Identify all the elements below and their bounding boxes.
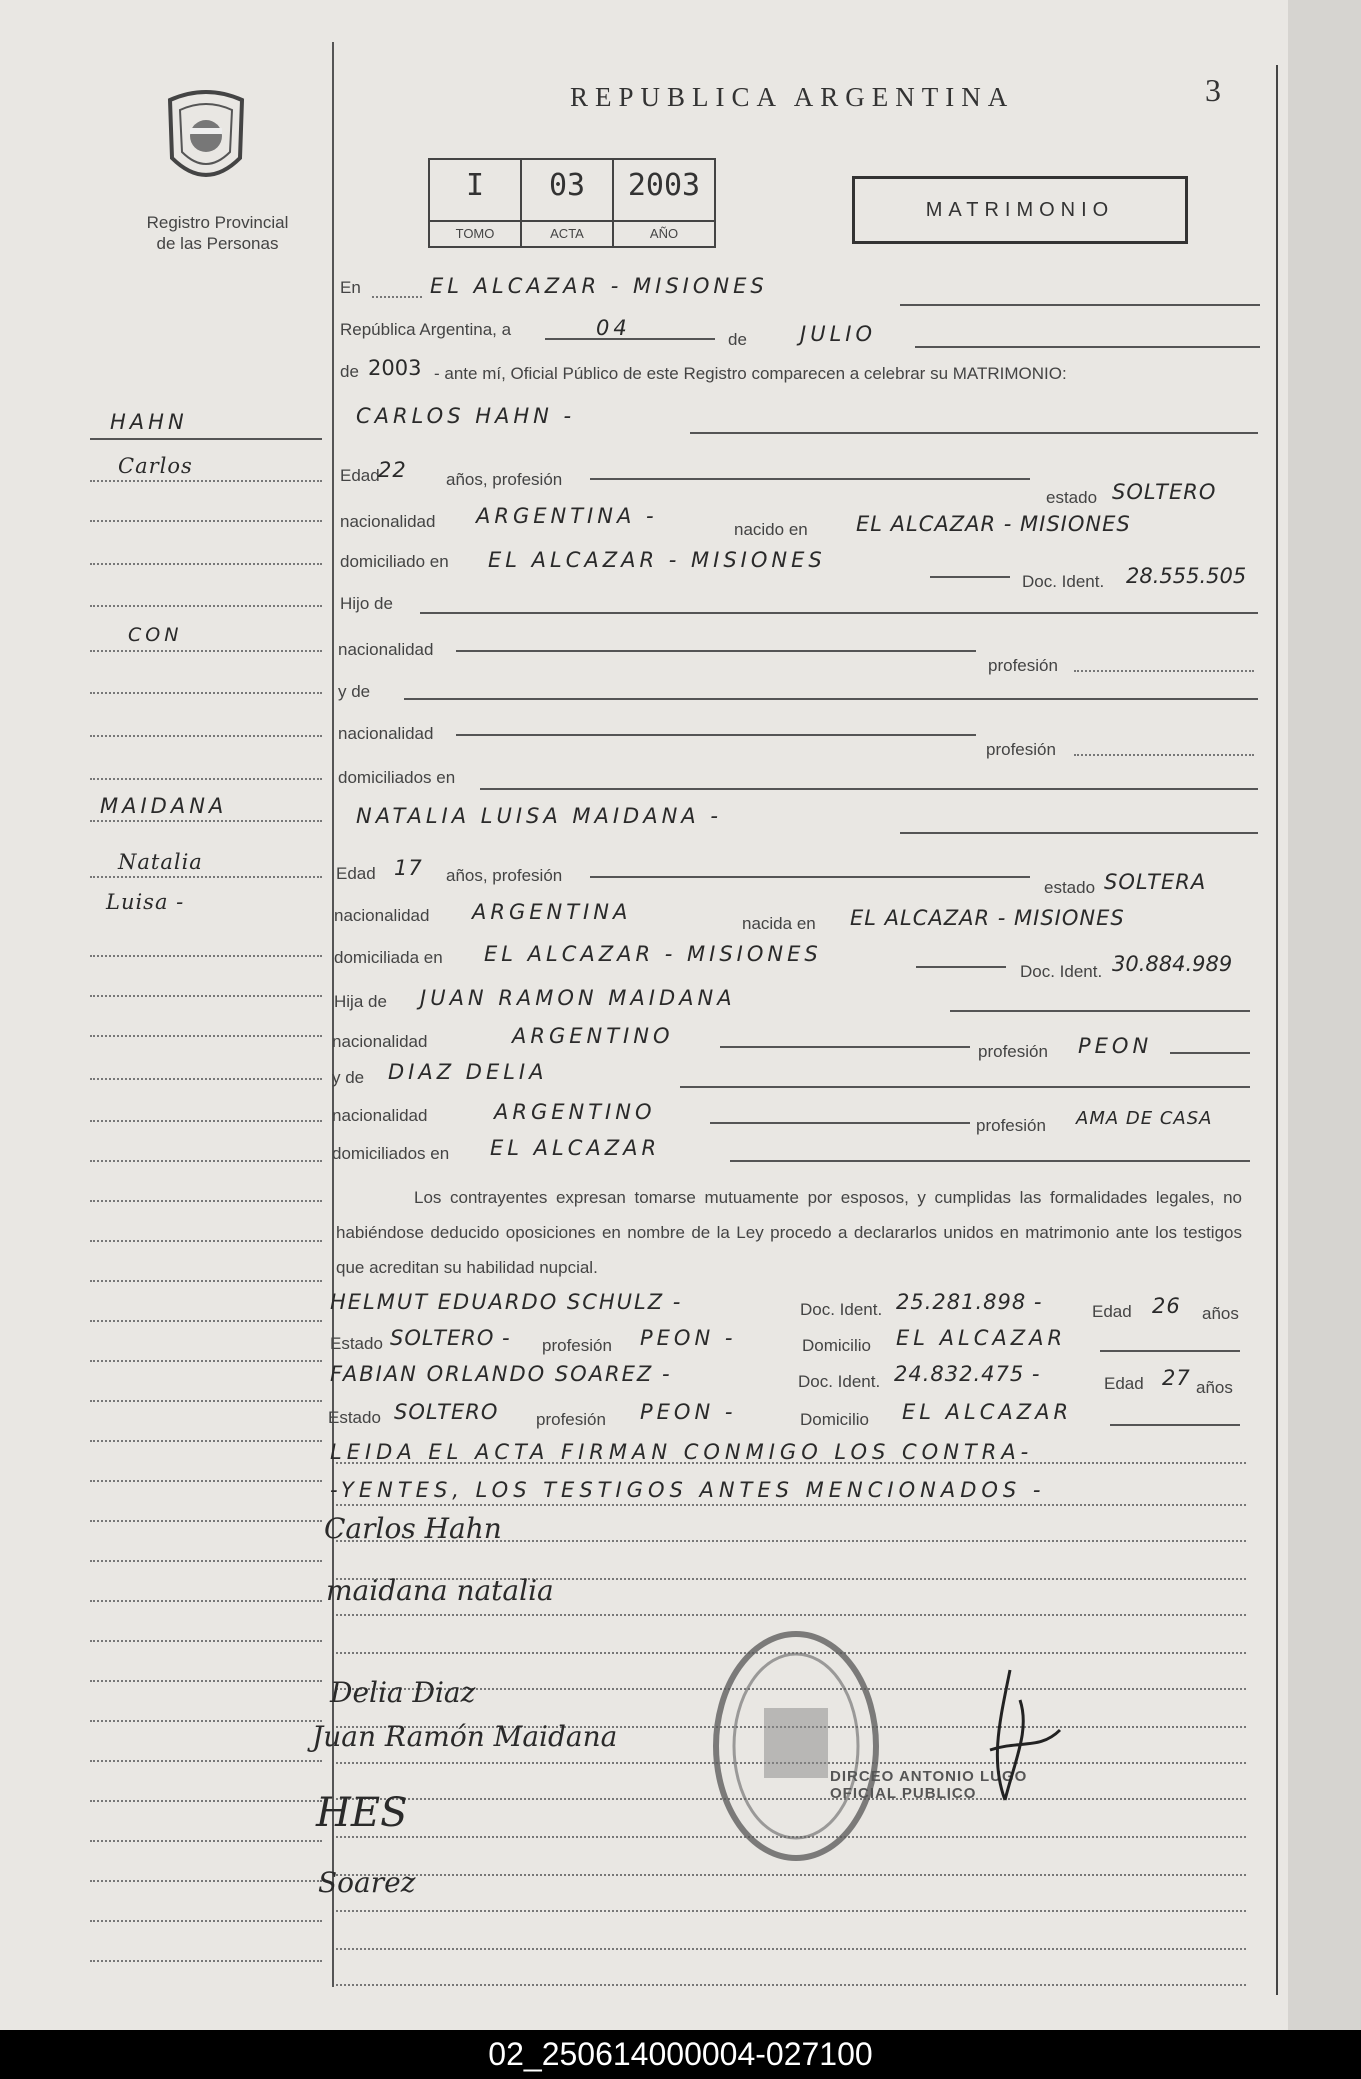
marriage-day: 04 (596, 316, 631, 340)
rule (90, 1400, 322, 1402)
bride-father-nac-label: nacionalidad (332, 1032, 428, 1051)
rule (336, 1948, 1246, 1950)
witness1-anios-label: años (1202, 1304, 1239, 1323)
hijo-de-label: Hijo de (340, 594, 393, 613)
rule (1074, 754, 1254, 756)
rule (90, 1920, 322, 1922)
bride-parents-dom: EL ALCAZAR (490, 1136, 661, 1160)
rule (90, 438, 322, 440)
rule (90, 1200, 322, 1202)
rule (336, 1462, 1246, 1464)
groom-estado: SOLTERO (1112, 480, 1217, 504)
rule (90, 955, 322, 957)
witness1-edad-label: Edad (1092, 1302, 1132, 1321)
provincial-seal-icon (160, 88, 252, 190)
groom-nacionalidad: ARGENTINA - (476, 504, 658, 528)
rule (900, 832, 1258, 834)
rule (90, 1280, 322, 1282)
bride-father: JUAN RAMON MAIDANA (420, 986, 736, 1010)
bride-profesion-label: años, profesión (446, 866, 563, 885)
groom-edad: 22 (378, 458, 407, 482)
groom-nacionalidad-label: nacionalidad (340, 512, 436, 531)
rule (90, 1520, 322, 1522)
witness2-domicilio-label: Domicilio (800, 1410, 869, 1429)
rule (456, 650, 976, 652)
rule (90, 605, 322, 607)
rule (90, 563, 322, 565)
witness2-name: FABIAN ORLANDO SOAREZ - (330, 1362, 672, 1386)
bride-father-prof-label: profesión (978, 1042, 1048, 1061)
rule (90, 1720, 322, 1722)
rule (90, 1680, 322, 1682)
rule (420, 612, 1258, 614)
rule (336, 1910, 1246, 1912)
con-margin: CON (128, 624, 183, 646)
rule (90, 1800, 322, 1802)
rule (930, 576, 1010, 578)
mother-signature: Delia Diaz (330, 1676, 476, 1709)
rule (90, 692, 322, 694)
rule (336, 1504, 1246, 1506)
rule (90, 1160, 322, 1162)
rule (336, 1874, 1246, 1876)
rule (404, 698, 1258, 700)
groom-nacido-en: EL ALCAZAR - MISIONES (856, 512, 1131, 536)
y-de-label-1: y de (338, 682, 371, 701)
rule (90, 1640, 322, 1642)
marriage-place: EL ALCAZAR - MISIONES (430, 274, 768, 298)
rule (690, 432, 1258, 434)
right-border (1276, 65, 1278, 1995)
rule (90, 1960, 322, 1962)
rule (720, 1046, 970, 1048)
scan-id-footer: 02_250614000004-027100 (0, 2030, 1361, 2079)
rule (480, 788, 1258, 790)
witness1-estado: SOLTERO - (390, 1326, 511, 1350)
witness1-signature: HES (316, 1790, 408, 1836)
groom-edad-label: Edad (340, 466, 380, 485)
witness1-estado-label: Estado (330, 1334, 383, 1353)
groom-name: CARLOS HAHN - (356, 404, 576, 428)
groom-profesion-label: años, profesión (446, 470, 563, 489)
bride-domicilio: EL ALCAZAR - MISIONES (484, 942, 822, 966)
rule (730, 1160, 1250, 1162)
official-stamp-icon (706, 1626, 886, 1866)
bride-estado: SOLTERA (1104, 870, 1207, 894)
groom-parents-dom-label: domiciliados en (338, 768, 456, 787)
rule (90, 1480, 322, 1482)
bride-mother-nac-label: nacionalidad (332, 1106, 428, 1125)
rule (90, 1840, 322, 1842)
groom-signature: Carlos Hahn (324, 1512, 502, 1545)
witness1-profesion-label: profesión (542, 1336, 612, 1355)
rule (1110, 1424, 1240, 1426)
witness1-doc-label: Doc. Ident. (800, 1300, 883, 1319)
groom-domicilio: EL ALCAZAR - MISIONES (488, 548, 826, 572)
bride-given-margin-1: Natalia (118, 850, 203, 874)
bride-mother: DIAZ DELIA (388, 1060, 548, 1084)
witness1-doc: 25.281.898 - (896, 1290, 1043, 1314)
rule (90, 1240, 322, 1242)
bride-parents-dom-label: domiciliados en (332, 1144, 450, 1163)
statement-text: - ante mí, Oficial Público de este Registro comparecen a celebrar su MATRIMONIO: (434, 364, 1067, 383)
rule (90, 1078, 322, 1080)
groom-given-margin: Carlos (118, 454, 193, 478)
bride-given-margin-2: Luisa - (106, 890, 185, 914)
rule (590, 478, 1030, 480)
rule (590, 876, 1030, 878)
witness1-profesion: PEON - (640, 1326, 737, 1350)
groom-father-prof-label: profesión (988, 656, 1058, 675)
declaration-text: Los contrayentes expresan tomarse mutuamente por esposos, y cumplidas las formalidades legales, no habiéndose deducido oposiciones en nombre de la Ley procedo a declararlos unidos en matrimonio ante los testigos que acreditan su habilidad nupcial. (336, 1188, 1242, 1277)
bride-nacionalidad: ARGENTINA (472, 900, 632, 924)
closing-line-2: -YENTES, LOS TESTIGOS ANTES MENCIONADOS - (330, 1478, 1046, 1502)
witness2-estado: SOLTERO (394, 1400, 499, 1424)
bride-edad: 17 (394, 856, 423, 880)
rule (372, 296, 422, 298)
rule (90, 1360, 322, 1362)
rule (90, 876, 322, 878)
republica-label: República Argentina, a (340, 320, 512, 339)
rule (1100, 1350, 1240, 1352)
registry-name: Registro Provincial de las Personas (146, 213, 289, 253)
acta-cell: 03 ACTA (522, 160, 614, 246)
page-edge (1288, 0, 1361, 2030)
bride-father-prof: PEON (1078, 1034, 1153, 1058)
bride-doc-label: Doc. Ident. (1020, 962, 1103, 981)
witness2-estado-label: Estado (328, 1408, 381, 1427)
rule (90, 1760, 322, 1762)
rule (90, 520, 322, 522)
year-prefix-label: de (340, 362, 359, 381)
rule (545, 338, 715, 340)
bride-nacida-label: nacida en (742, 914, 816, 933)
hija-de-label: Hija de (334, 992, 387, 1011)
bride-mother-nac: ARGENTINO (494, 1100, 656, 1124)
rule (90, 1120, 322, 1122)
bride-domicilio-label: domiciliada en (334, 948, 443, 967)
rule (90, 1320, 322, 1322)
rule (1170, 1052, 1250, 1054)
rule (90, 1035, 322, 1037)
groom-mother-nac-label: nacionalidad (338, 724, 434, 743)
rule (90, 650, 322, 652)
rule (90, 480, 322, 482)
bride-name: NATALIA LUISA MAIDANA - (356, 804, 722, 828)
bride-estado-label: estado (1044, 878, 1096, 897)
rule (915, 346, 1260, 348)
groom-mother-prof-label: profesión (986, 740, 1056, 759)
witness2-doc-label: Doc. Ident. (798, 1372, 881, 1391)
bride-nacionalidad-label: nacionalidad (334, 906, 430, 925)
witness1-domicilio-label: Domicilio (802, 1336, 871, 1355)
closing-line-1: LEIDA EL ACTA FIRMAN CONMIGO LOS CONTRA- (330, 1440, 1034, 1464)
marriage-year: 2003 (368, 356, 422, 380)
y-de-label-2: y de (332, 1068, 365, 1087)
rule (916, 966, 1006, 968)
witness2-anios-label: años (1196, 1378, 1233, 1397)
groom-nacido-label: nacido en (734, 520, 808, 539)
bride-signature: maidana natalia (326, 1574, 554, 1607)
rule (90, 1560, 322, 1562)
groom-doc-label: Doc. Ident. (1022, 572, 1105, 591)
rule (90, 778, 322, 780)
groom-estado-label: estado (1046, 488, 1098, 507)
rule (680, 1086, 1250, 1088)
anio-cell: 2003 AÑO (614, 160, 714, 246)
witness1-name: HELMUT EDUARDO SCHULZ - (330, 1290, 683, 1314)
rule (90, 820, 322, 822)
rule (950, 1010, 1250, 1012)
witness2-doc: 24.832.475 - (894, 1362, 1041, 1386)
official-signature-icon (970, 1660, 1070, 1830)
rule (456, 734, 976, 736)
bride-surname-margin: MAIDANA (100, 794, 228, 818)
en-label: En (340, 278, 361, 297)
witness2-domicilio: EL ALCAZAR (902, 1400, 1073, 1424)
father-signature: Juan Ramón Maidana (312, 1720, 618, 1753)
bride-mother-prof-label: profesión (976, 1116, 1046, 1135)
marriage-month: JULIO (800, 322, 876, 346)
rule (90, 1440, 322, 1442)
official-name-stamp: DIRCEO ANTONIO LUGO OFICIAL PUBLICO (830, 1768, 1028, 1802)
rule (710, 1122, 970, 1124)
rule (90, 995, 322, 997)
rule (336, 1984, 1246, 1986)
rule (90, 1880, 322, 1882)
bride-edad-label: Edad (336, 864, 376, 883)
groom-father-nac-label: nacionalidad (338, 640, 434, 659)
witness2-edad-label: Edad (1104, 1374, 1144, 1393)
rule (90, 735, 322, 737)
witness2-profesion: PEON - (640, 1400, 737, 1424)
rule (1074, 670, 1254, 672)
groom-doc: 28.555.505 (1126, 564, 1247, 588)
tomo-cell: I TOMO (430, 160, 522, 246)
witness1-domicilio: EL ALCAZAR (896, 1326, 1067, 1350)
de-label: de (728, 330, 747, 349)
page-number: 3 (1205, 72, 1221, 108)
groom-domicilio-label: domiciliado en (340, 552, 449, 571)
record-id-box (428, 158, 716, 248)
document-type-box: MATRIMONIO (852, 176, 1188, 244)
page-title: REPUBLICA ARGENTINA (570, 82, 1015, 112)
bride-father-nac: ARGENTINO (512, 1024, 674, 1048)
witness1-edad: 26 (1152, 1294, 1181, 1318)
bride-doc: 30.884.989 (1112, 952, 1233, 976)
witness2-profesion-label: profesión (536, 1410, 606, 1429)
rule (900, 304, 1260, 306)
groom-surname-margin: HAHN (110, 410, 188, 434)
rule (336, 1614, 1246, 1616)
witness2-edad: 27 (1162, 1366, 1191, 1390)
bride-mother-prof: AMA DE CASA (1076, 1108, 1213, 1129)
witness2-signature: Soarez (318, 1866, 416, 1899)
rule (90, 1600, 322, 1602)
bride-nacida-en: EL ALCAZAR - MISIONES (850, 906, 1125, 930)
